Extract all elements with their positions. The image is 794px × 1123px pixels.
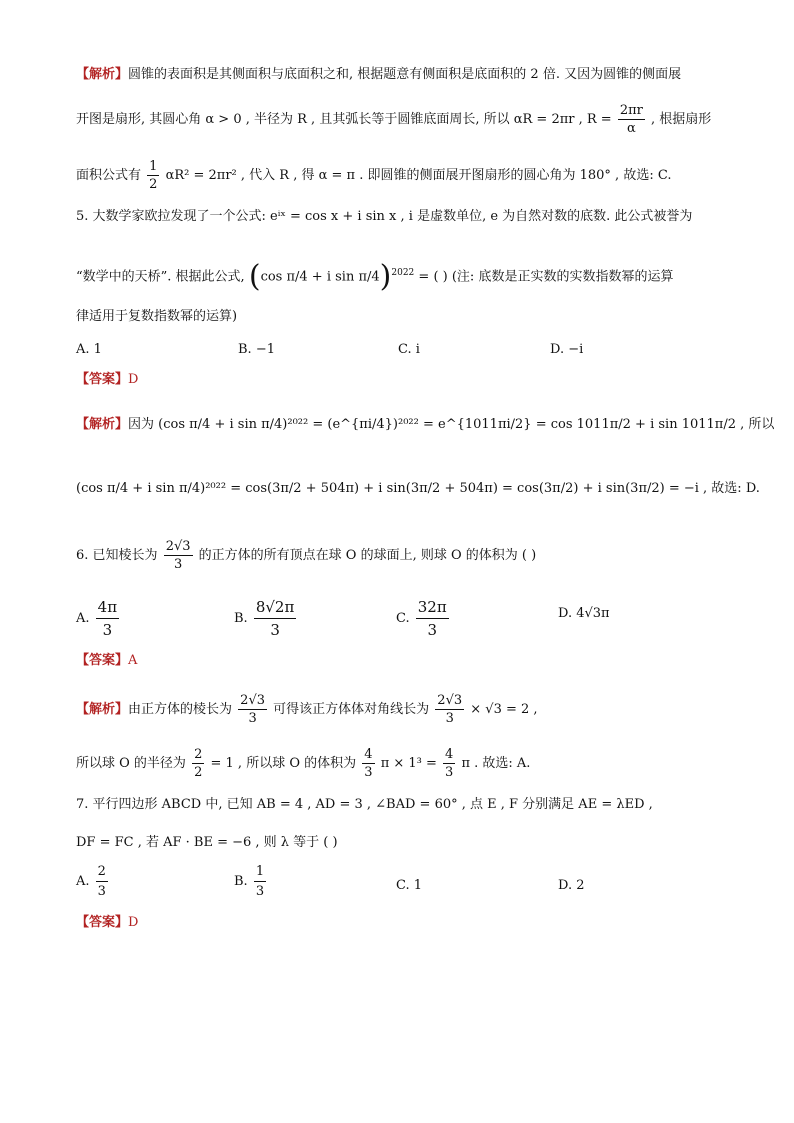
choice-c: C. i [398,342,420,357]
choice-d [558,606,610,621]
choice-a [76,598,121,639]
analysis-6-line2 [76,748,530,779]
fraction-den: 3 [255,884,265,899]
analysis-p1-line1 [76,68,681,81]
fraction-num: 2√3 [437,693,463,708]
question-text: 5. 大数学家欧拉发现了一个公式: eⁱˣ = cos x + i sin x , i 是虚数单位, e 为自然对数的底数. 此公式被誉为 [76,209,693,224]
analysis-text: × √3 = 2 , [470,702,538,717]
choice-a [76,864,110,899]
answer-tag: 【答案】 [76,653,129,668]
question-text: 7. 平行四边形 ABCD 中, 已知 AB = 4 , AD = 3 , ∠BAD = 60° , 点 E , F 分别满足 AE = λED , [76,797,653,812]
analysis-6-line1 [76,694,538,725]
choice-value: 2 [576,878,585,893]
answer-value: D [128,915,139,930]
question-text: = ( ) (注: 底数是正实数的实数指数幂的运算 [418,269,674,285]
question-7-line1 [76,798,653,811]
fraction-num: 2 [96,864,108,882]
choice-b: B. −1 [238,342,275,357]
fraction [192,748,204,779]
choice-label: A. [76,611,90,626]
fraction-den: 3 [173,557,183,572]
choice-value: 1 [413,878,423,893]
fraction-den: 2 [194,765,203,780]
fraction [618,104,645,135]
answer-value: A [128,653,138,668]
fraction [96,864,108,899]
fraction [254,598,297,639]
fraction-den: 3 [427,621,438,639]
fraction [416,598,449,639]
analysis-text: αR² = 2πr² , 代入 R , 得 α = π . 即圆锥的侧面展开图扇形的圆心角为 180° , 故选: C. [165,168,672,183]
question-text: 的正方体的所有顶点在球 O 的球面上, 则球 O 的体积为 ( ) [198,548,537,563]
fraction-den: 3 [97,884,106,899]
fraction-num: 2 [194,747,203,762]
analysis-text: 圆锥的表面积是其侧面积与底面积之和, 根据题意有侧面积是底面积的 2 倍. 又因为圆锥的侧面展 [128,67,682,82]
choice-label: B. [234,874,248,889]
question-6-line1 [76,540,536,571]
analysis-5-line2 [76,482,760,495]
fraction-den: 3 [445,765,454,780]
exponent: 2022 [391,268,415,279]
choice-label: C. [396,878,410,893]
fraction [443,748,455,779]
fraction-den: 2 [149,177,158,192]
analysis-p1-line2 [76,104,711,135]
answer-6 [76,654,137,667]
analysis-text: (cos π/4 + i sin π/4)²⁰²² = cos(3π/2 + 504π) + i sin(3π/2 + 504π) = cos(3π/2) + i sin(3π/2) = −i , 故选: D. [76,481,760,496]
question-text: DF = FC , 若 AF · BE = −6 , 则 λ 等于 ( ) [76,835,338,850]
choice-c [396,598,451,639]
fraction-num: 32π [416,598,449,619]
analysis-text: = 1 , 所以球 O 的体积为 [210,756,357,771]
fraction [164,540,193,571]
answer-5 [76,373,138,386]
fraction-num: 1 [254,864,266,882]
answer-tag: 【答案】 [76,372,129,387]
analysis-text: 所以球 O 的半径为 [76,756,186,771]
choice-b [234,864,268,899]
question-5-line3 [76,310,237,323]
fraction-num: 2√3 [240,693,265,708]
fraction-num: 4 [445,747,454,762]
analysis-5-line1 [76,418,774,431]
analysis-tag: 【解析】 [76,417,129,432]
question-text: “数学中的天桥”. 根据此公式, [76,269,245,285]
analysis-text: π . 故选: A. [461,756,531,771]
fraction-num: 1 [149,159,158,174]
fraction-num: 2√3 [165,539,191,554]
fraction [96,598,119,639]
analysis-text: π × 1³ = [380,756,437,771]
analysis-text: 可得该正方体体对角线长为 [273,702,430,717]
answer-value: D [128,372,139,387]
analysis-text: 开图是扇形, 其圆心角 α > 0 , 半径为 R , 且其弧长等于圆锥底面周长, 所以 αR = 2πr , R = [76,112,612,127]
question-5-line1 [76,210,692,223]
fraction-den: α [626,121,636,136]
choice-label: D. [558,606,573,621]
question-text: 律适用于复数指数幂的运算) [76,309,238,324]
choice-label: C. [396,611,410,626]
analysis-tag: 【解析】 [76,67,129,82]
fraction [435,694,464,725]
choice-d [558,878,585,893]
fraction-den: 3 [445,711,454,726]
question-5-line2: “数学中的天桥”. 根据此公式, (cos π/4 + i sin π/4)$^{2022}$ = ( ) (注: 底数是正实数的实数指数幂的运算 [76,259,674,294]
fraction [362,748,374,779]
fraction-den: 3 [270,621,280,639]
choice-label: B. [234,611,248,626]
choice-label: A. [76,874,90,889]
fraction-num: 4 [364,747,373,762]
fraction [238,694,267,725]
fraction-den: 3 [248,711,257,726]
choice-label: D. [558,878,573,893]
answer-tag: 【答案】 [76,915,129,930]
fraction-den: 3 [364,765,373,780]
analysis-text: 因为 (cos π/4 + i sin π/4)²⁰²² = (e^{πi/4})²⁰²² = e^{1011πi/2} = cos 1011π/2 + i sin 1011π/2 , 所以 [128,417,775,432]
answer-7 [76,916,138,929]
fraction-den: 3 [102,621,113,639]
analysis-p1-line3 [76,160,671,191]
fraction [147,160,159,191]
choice-c [396,878,422,893]
euler-expression: cos π/4 + i sin π/4 [260,269,380,285]
fraction-num: 2πr [619,103,643,118]
fraction-num: 8√2π [254,598,297,619]
question-text: 6. 已知棱长为 [76,548,158,563]
analysis-text: 由正方体的棱长为 [128,702,233,717]
analysis-tag: 【解析】 [76,702,129,717]
choice-a: A. 1 [76,342,102,357]
fraction-num: 4π [96,598,119,619]
analysis-text: 面积公式有 [76,168,142,183]
analysis-text: , 根据扇形 [651,112,712,127]
choice-b [234,598,298,639]
choice-value: 4√3π [576,606,610,621]
fraction [254,864,266,899]
choice-d: D. −i [550,342,584,357]
question-7-line2 [76,836,338,849]
